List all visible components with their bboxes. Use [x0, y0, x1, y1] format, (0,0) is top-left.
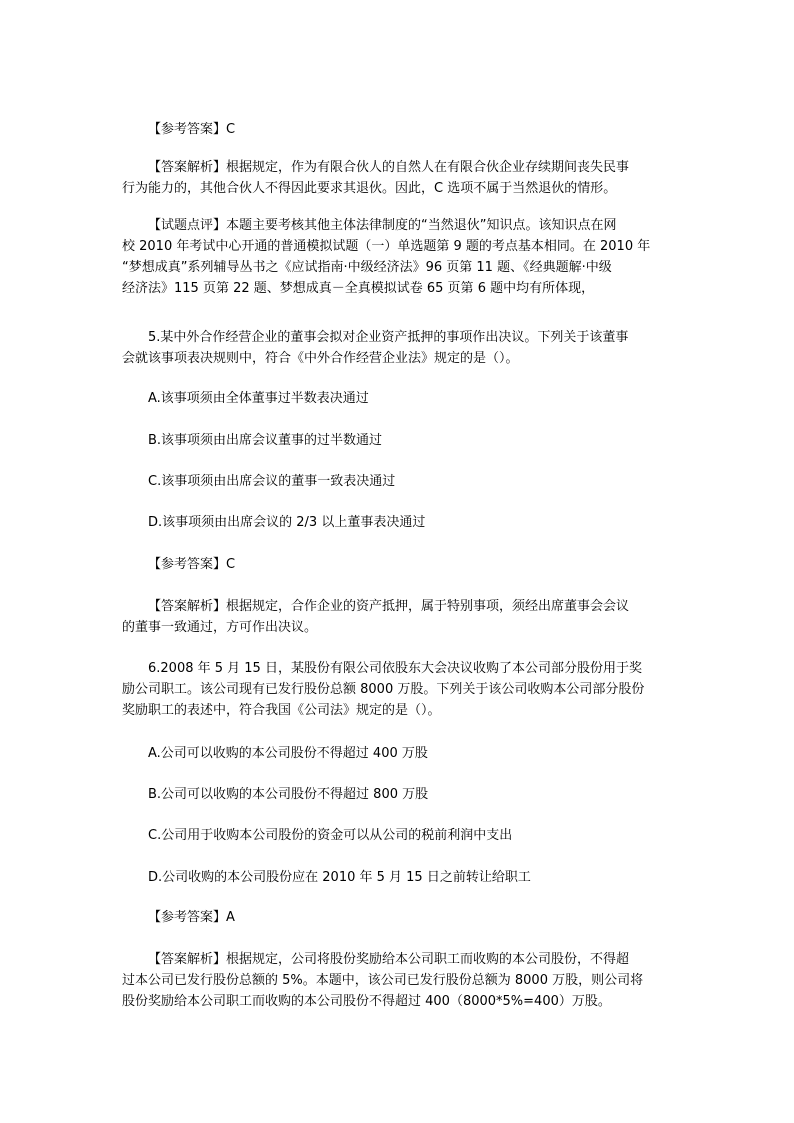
- question-5: [122, 327, 674, 369]
- question-6: [122, 658, 674, 721]
- text-line: 【参考答案】C: [148, 122, 236, 137]
- q5-option-b: B.该事项须由出席会议董事的过半数通过: [148, 433, 383, 448]
- q6-option-d: D.公司收购的本公司股份应在 2010 年 5 月 15 日之前转让给职工: [148, 870, 531, 885]
- analysis-3: [122, 949, 674, 1012]
- text-line: 【答案解析】根据规定，作为有限合伙人的自然人在有限合伙企业存续期间丧失民事: [148, 160, 630, 175]
- text-line: 【参考答案】A: [148, 910, 235, 925]
- q6-option-c: C.公司用于收购本公司股份的资金可以从公司的税前利润中支出: [148, 828, 513, 843]
- answer-label-2: [122, 554, 674, 575]
- q6-option-b: B.公司可以收购的本公司股份不得超过 800 万股: [148, 787, 429, 802]
- text-line: 【试题点评】本题主要考核其他主体法律制度的“当然退伙”知识点。该知识点在网: [148, 218, 617, 233]
- text-line: 股份奖励给本公司职工而收购的本公司股份不得超过 400（8000*5%=400）万股。: [122, 994, 611, 1009]
- answer-label-3: [122, 907, 674, 928]
- answer-label-1: [122, 119, 674, 140]
- text-line: 【答案解析】根据规定，合作企业的资产抵押，属于特别事项，须经出席董事会会议: [148, 599, 630, 614]
- q5-option-d: D.该事项须由出席会议的 2/3 以上董事表决通过: [148, 515, 426, 530]
- text-line: 行为能力的，其他合伙人不得因此要求其退伙。因此，C 选项不属于当然退伙的情形。: [122, 181, 617, 196]
- q5-option-c: C.该事项须由出席会议的董事一致表决通过: [148, 474, 396, 489]
- q6-option-a: A.公司可以收购的本公司股份不得超过 400 万股: [148, 746, 428, 761]
- text-line: 【参考答案】C: [148, 557, 236, 572]
- text-line: 过本公司已发行股份总额的 5%。本题中，该公司已发行股份总额为 8000 万股，则公司将: [122, 973, 644, 988]
- text-line: 5.某中外合作经营企业的董事会拟对企业资产抵押的事项作出决议。下列关于该董事: [148, 330, 629, 345]
- text-line: 励公司职工。该公司现有已发行股份总额 8000 万股。下列关于该公司收购本公司部分股份: [122, 682, 645, 697]
- text-line: 会就该事项表决规则中，符合《中外合作经营企业法》规定的是（）。: [122, 351, 519, 366]
- q5-option-a: A.该事项须由全体董事过半数表决通过: [148, 391, 369, 406]
- analysis-2: [122, 596, 674, 638]
- comment-1: [122, 215, 674, 299]
- text-line: 校 2010 年考试中心开通的普通模拟试题（一）单选题第 9 题的考点基本相同。在 2010 年: [122, 239, 651, 254]
- text-line: 经济法》115 页第 22 题、梦想成真－全真模拟试卷 65 页第 6 题中均有所体现，: [122, 281, 595, 296]
- analysis-1: [122, 157, 674, 199]
- text-line: 的董事一致通过，方可作出决议。: [122, 620, 318, 635]
- text-line: “梦想成真”系列辅导丛书之《应试指南·中级经济法》96 页第 11 题、《经典题解·中级: [122, 260, 612, 275]
- text-line: 【答案解析】根据规定，公司将股份奖励给本公司职工而收购的本公司股份，不得超: [148, 952, 630, 967]
- text-line: 6.2008 年 5 月 15 日，某股份有限公司依股东大会决议收购了本公司部分股份用于奖: [148, 661, 642, 676]
- text-line: 奖励职工的表述中，符合我国《公司法》规定的是（）。: [122, 703, 441, 718]
